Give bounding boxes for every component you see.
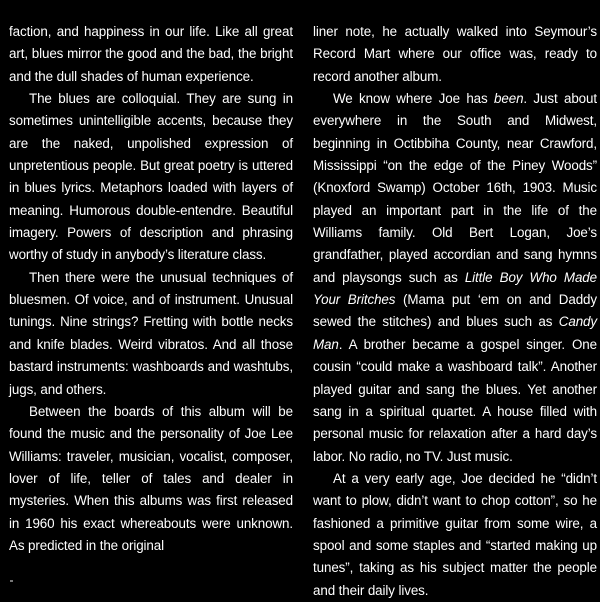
song-title-little-boy: Little Boy Who Made Your Britches [313,269,598,308]
right-column [313,21,597,602]
emphasis-been: been [494,91,524,107]
text-run: We know where Joe has [333,91,495,107]
scan-speck [10,580,13,582]
text-run: (Mama put ‘em on and Daddy sewed the stitches) and blues such as [313,292,597,330]
paragraph-art-experience: faction, and happiness in our life. Like all great art, blues mirror the good and the bad, the bright and the dull shades of human experience. [9,24,293,84]
text-run: . A brother became a gospel singer. One cousin “could make a washboard talk”. Another played guitar and sang the blues. Yet another sang in a spiritual quartet. A house filled with personal music for relaxation after a hard day’s labor. No radio, no TV. Just music. [313,336,597,464]
paragraph-blues-colloquial: The blues are colloquial. They are sung in sometimes unintelligible accents, because they are the naked, unpolished expression of unpretentious people. But great poetry is uttered in blues lyrics. Metaphors loaded with layers of meaning. Humorous double-entendre. Beautiful imagery. Powers of description and phrasing worthy of study in anybody’s literature class. [9,91,293,263]
paragraph-early-age: At a very early age, Joe decided he “didn’t want to plow, didn’t want to chop cotton”, so he fashioned a primitive guitar from some wire, a spool and some staples and “started making up tunes”, taking as his subject matter the people and their daily lives. [313,470,597,598]
paragraph-techniques: Then there were the unusual techniques of bluesmen. Of voice, and of instrument. Unusual tunings. Nine strings? Fretting with bottle necks and knife blades. Weird vibratos. And all those bastard instruments: washboards and washtubs, jugs, and others. [9,269,293,397]
song-title-candy-man: Candy Man [313,314,597,352]
paragraph-joe-lee-williams: Between the boards of this album will be found the music and the personality of Joe Lee Williams: traveler, musician, vocalist, composer, lover of life, teller of tales and dealer in mysteries. When this albums was first released in 1960 his exact whereabouts were unknown. As predicted in the original [9,403,293,553]
paragraph-record-mart: liner note, he actually walked into Seymour’s Record Mart where our office was, ready to record another album. [313,24,597,84]
paragraph-family-history [313,88,597,468]
left-column [9,21,293,557]
text-run: . Just about everywhere in the South and Midwest, beginning in Octibbiha County, near Crawford, Mississippi “on the edge of the Piney Woods” (Knoxford Swamp) October 16th, 1903. Music played an important part in the life of the Williams family. Old Bert Logan, Joe’s grandfather, played accordian and sang hymns and playsongs such as [313,91,597,285]
